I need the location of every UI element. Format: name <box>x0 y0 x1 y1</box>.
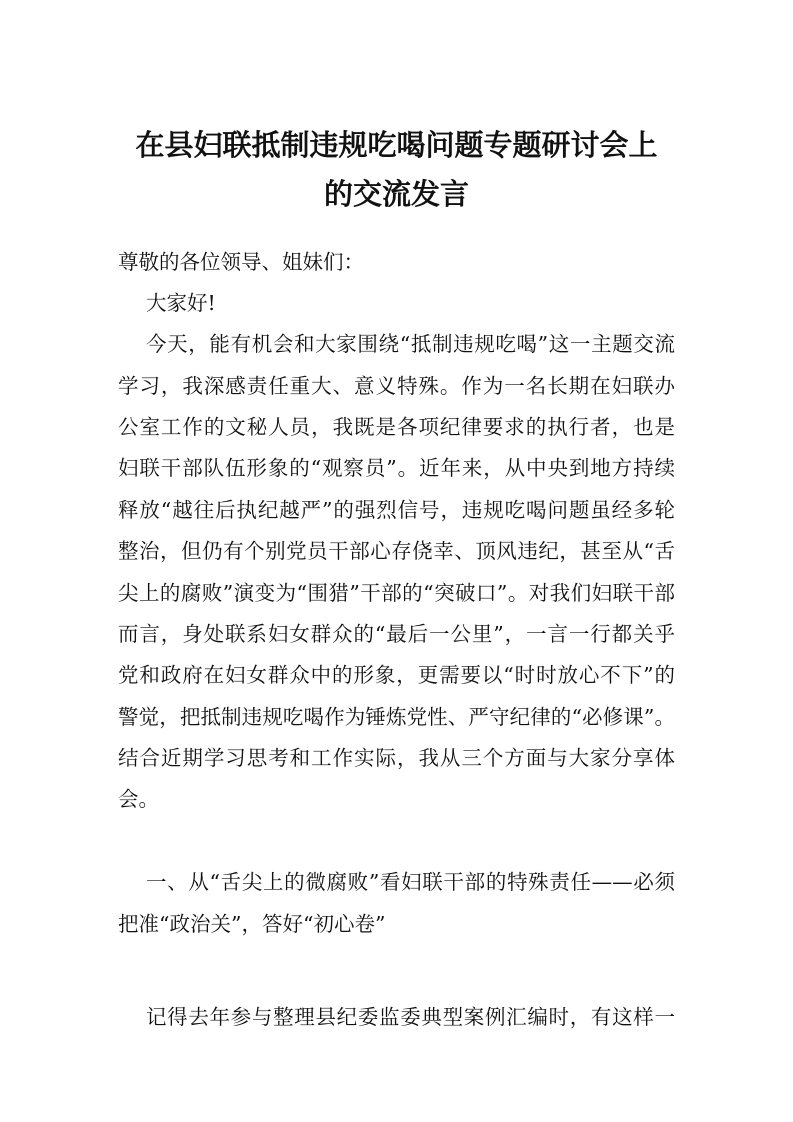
greeting: 大家好! <box>146 291 216 315</box>
paragraph-1-line-7: 尖上的腐败”演变为“围猎”干部的“突破口”。对我们妇联干部 <box>118 581 675 605</box>
heading-1-line-2: 把准“政治关”，答好“初心卷” <box>118 912 386 936</box>
paragraph-1-line-9: 党和政府在妇女群众中的形象，更需要以“时时放心不下”的 <box>118 663 675 687</box>
document-title-line-1: 在县妇联抵制违规吃喝问题专题研讨会上 <box>135 128 658 162</box>
paragraph-2-line-1: 记得去年参与整理县纪委监委典型案例汇编时，有这样一 <box>146 1005 675 1029</box>
paragraph-1-line-11: 结合近期学习思考和工作实际，我从三个方面与大家分享体 <box>118 746 675 770</box>
paragraph-1-line-4: 妇联干部队伍形象的“观察员”。近年来，从中央到地方持续 <box>118 456 675 480</box>
paragraph-1-line-1: 今天，能有机会和大家围绕“抵制违规吃喝”这一主题交流 <box>146 332 675 356</box>
document-title-line-2: 的交流发言 <box>323 177 469 211</box>
paragraph-1-line-3: 公室工作的文秘人员，我既是各项纪律要求的执行者，也是 <box>118 415 675 439</box>
paragraph-1-line-6: 整治，但仍有个别党员干部心存侥幸、顶风违纪，甚至从“舌 <box>118 539 675 563</box>
salutation: 尊敬的各位领导、姐妹们： <box>118 250 364 274</box>
paragraph-1-line-8: 而言，身处联系妇女群众的“最后一公里”，一言一行都关乎 <box>118 622 675 646</box>
paragraph-1-line-12: 会。 <box>118 787 159 811</box>
heading-1-line-1: 一、从“舌尖上的微腐败”看妇联干部的特殊责任——必须 <box>146 870 675 894</box>
paragraph-1-line-5: 释放“越往后执纪越严”的强烈信号，违规吃喝问题虽经多轮 <box>118 498 675 522</box>
paragraph-1-line-10: 警觉，把抵制违规吃喝作为锤炼党性、严守纪律的“必修课”。 <box>118 705 675 729</box>
paragraph-1-line-2: 学习，我深感责任重大、意义特殊。作为一名长期在妇联办 <box>118 374 675 398</box>
